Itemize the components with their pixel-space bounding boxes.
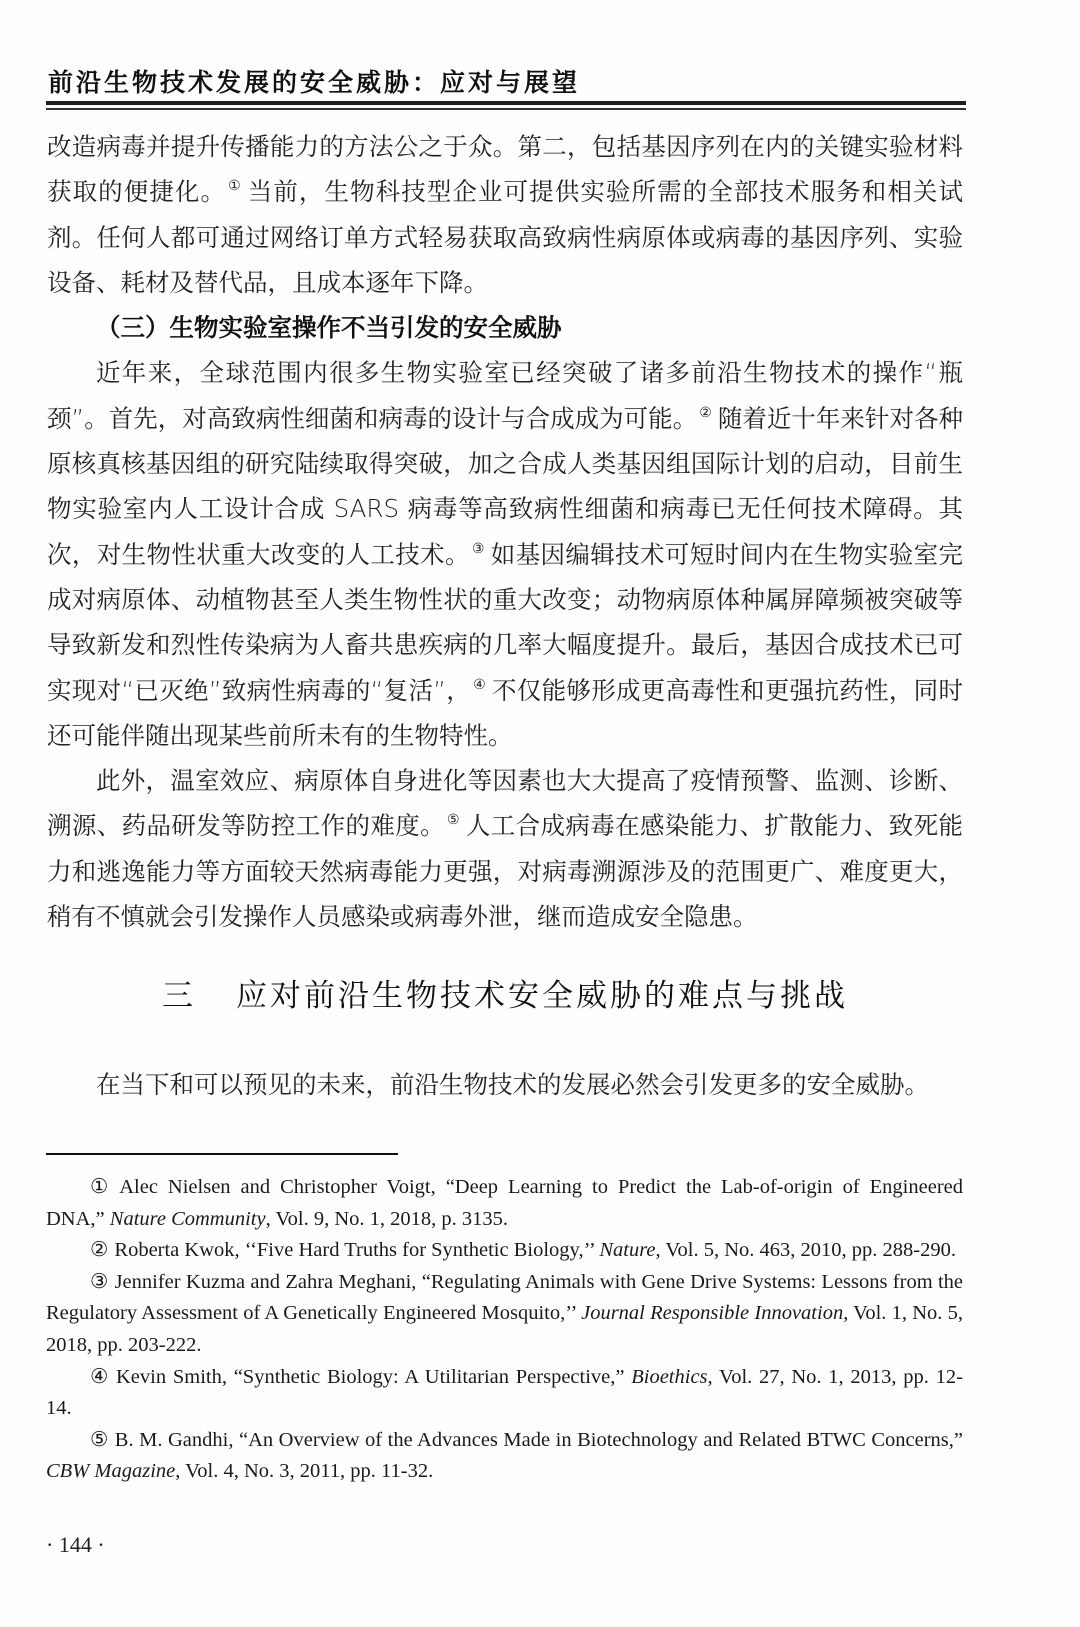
footnote-separator (46, 1153, 398, 1155)
paragraph-2: 近年来，全球范围内很多生物实验室已经突破了诸多前沿生物技术的操作“瓶颈”。首先，对高致病性细菌和病毒的设计与合成成为可能。 ② 随着近十年来针对各种原核真核基因组的研究陆续取得突破，加之合成人类基因组国际计划的启动，目前生物实验室内人工设计合成 SARS 病毒等高致病性细菌和病毒已无任何技术障碍。其次，对生物性状重大改变的人工技术。 ③ 如基因编辑技术可短时间内在生物实验室完成对病原体、动植物甚至人类生物性状的重大改变；动物病原体种属屏障频被突破等导致新发和烈性传染病为人畜共患疾病的几率大幅度提升。最后，基因合成技术已可实现对“已灭绝”致病性病毒的“复活”， ④ 不仅能够形成更高毒性和更强抗药性，同时还可能伴随出现某些前所未有的生物特性。 (47, 358, 963, 750)
header-rule-thick (46, 101, 966, 105)
body-text (47, 124, 963, 939)
running-head: 前沿生物技术发展的安全威胁：应对与展望 (48, 68, 581, 97)
footnote-3: ③ Jennifer Kuzma and Zahra Meghani, “Regulating Animals with Gene Drive Systems: Lessons from the Regulatory Assessment of A Genetically Engineered Mosquito,’’ Journal Responsible Innovation, Vol. 1, No. 5, 2018, pp. 203-222. (46, 1270, 964, 1356)
footnote-2: ② Roberta Kwok, ‘‘Five Hard Truths for Synthetic Biology,’’ Nature, Vol. 5, No. 463, 2010, pp. 288-290. (90, 1239, 957, 1262)
page-number: · 144 · (46, 1532, 105, 1557)
section-heading (0, 970, 1010, 1015)
footnote-ref-2[interactable]: ② (699, 404, 712, 421)
paragraph-1: 改造病毒并提升传播能力的方法公之于众。第二，包括基因序列在内的关键实验材料获取的便捷化。 ① 当前，生物科技型企业可提供实验所需的全部技术服务和相关试剂。任何人都可通过网络订单方式轻易获取高致病性病原体或病毒的基因序列、实验设备、耗材及替代品，且成本逐年下降。 (47, 132, 963, 297)
header-rule-thin (46, 108, 966, 110)
paragraph-3: 此外，温室效应、病原体自身进化等因素也大大提高了疫情预警、监测、诊断、溯源、药品研发等防控工作的难度。 ⑤ 人工合成病毒在感染能力、扩散能力、致死能力和逃逸能力等方面较天然病毒能力更强，对病毒溯源涉及的范围更广、难度更大，稍有不慎就会引发操作人员感染或病毒外泄，继而造成安全隐患。 (47, 766, 964, 932)
footnote-ref-3[interactable]: ③ (471, 540, 485, 557)
footnote-5: ⑤ B. M. Gandhi, “An Overview of the Advances Made in Biotechnology and Related BTWC Concerns,” CBW Magazine, Vol. 4, No. 3, 2011, pp. 11-32. (46, 1428, 963, 1483)
footnotes (46, 1172, 963, 1488)
section-title: 应对前沿生物技术安全威胁的难点与挑战 (236, 978, 848, 1014)
lead-paragraph: 在当下和可以预见的未来，前沿生物技术的发展必然会引发更多的安全威胁。 (96, 1070, 929, 1099)
footnote-4: ④ Kevin Smith, “Synthetic Biology: A Utilitarian Perspective,” Bioethics, Vol. 27, No. 1, 2013, pp. 12-14. (46, 1365, 963, 1420)
section-number: 三 (162, 978, 196, 1014)
footnote-ref-1[interactable]: ① (228, 178, 242, 195)
subheading: （三）生物实验室操作不当引发的安全威胁 (96, 313, 562, 343)
footnote-ref-4[interactable]: ④ (473, 676, 486, 693)
footnote-ref-5[interactable]: ⑤ (446, 812, 460, 829)
footnote-1: ① Alec Nielsen and Christopher Voigt, “Deep Learning to Predict the Lab-of-origin of Engineered DNA,” Nature Community, Vol. 9, No. 1, 2018, p. 3135. (46, 1176, 963, 1230)
